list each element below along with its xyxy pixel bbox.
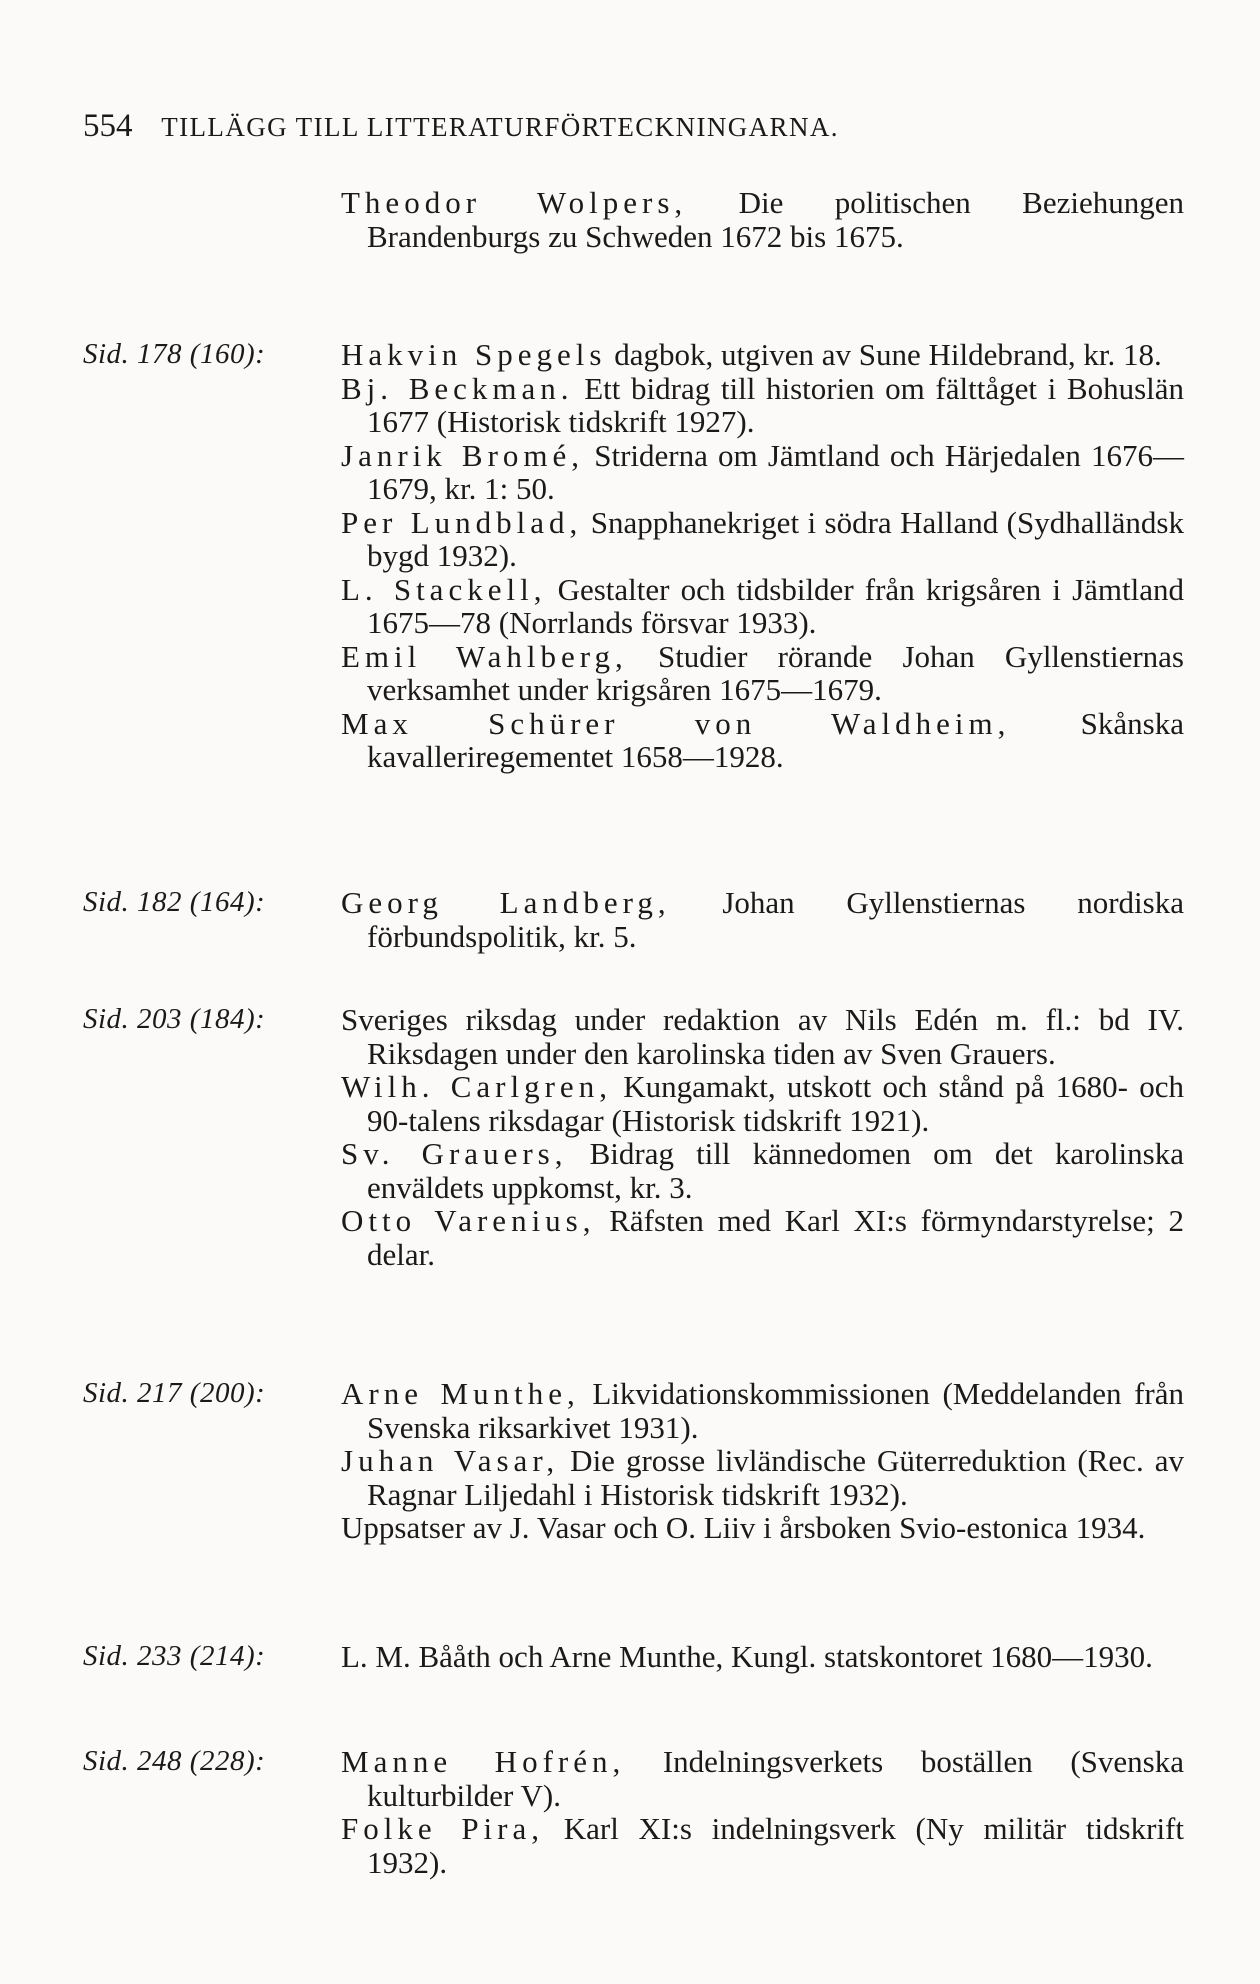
bibliography-entry <box>341 370 1185 439</box>
page-reference: Sid. 203 (184): <box>83 1003 266 1035</box>
bibliography-entry <box>341 1510 1184 1545</box>
page-reference: Sid. 178 (160): <box>83 338 266 370</box>
entry-text: Bidrag till kännedomen om det karolinska enväldets uppkomst, kr. 3. <box>367 1136 1184 1205</box>
bibliography-entry <box>341 1744 1184 1813</box>
entry-text: Ett bidrag till historien om fälttåget i Bohuslän 1677 (Historisk tidskrift 1927). <box>367 370 1185 439</box>
entries <box>0 1003 1260 1271</box>
bibliography-entry <box>341 1002 1184 1071</box>
author-name: Max Schürer von Waldheim, <box>341 705 1011 741</box>
page-reference: Sid. 217 (200): <box>83 1377 266 1409</box>
entry-text: Kungamakt, utskott och stånd på 1680- och 90-talens riksdagar (Historisk tidskrift 1921). <box>367 1069 1184 1138</box>
entries <box>0 186 1260 253</box>
author-name: L. Stackell, <box>341 571 547 607</box>
entry-text: Likvidationskommissionen (Meddelanden från Svenska riksarkivet 1931). <box>367 1376 1184 1445</box>
bibliography-entry <box>341 1443 1184 1512</box>
page-number: 554 <box>83 108 133 144</box>
entry-text: dagbok, utgiven av Sune Hildebrand, kr. 18. <box>606 337 1162 372</box>
entry-text: Skånska kavalleriregementet 1658—1928. <box>367 705 1184 774</box>
running-title: TILLÄGG TILL LITTERATURFÖRTECKNINGARNA. <box>161 112 839 142</box>
entry-text: Striderna om Jämtland och Härjedalen 1676—1679, kr. 1: 50. <box>367 437 1184 506</box>
bibliography-entry <box>341 1376 1184 1445</box>
author-name: Folke Pira, <box>341 1811 545 1846</box>
entries <box>0 1640 1260 1674</box>
author-name: Janrik Bromé, <box>341 437 585 473</box>
author-name: Manne Hofrén, <box>341 1744 626 1779</box>
author-name: Arne Munthe, <box>341 1376 580 1411</box>
entry-text: Sveriges riksdag under redaktion av Nils Edén m. fl.: bd IV. Riksdagen under den karolinska tiden av Sven Grauers. <box>341 1002 1184 1071</box>
author-name: Emil Wahlberg, <box>341 638 628 674</box>
running-header <box>83 108 1183 145</box>
page-reference: Sid. 248 (228): <box>83 1745 266 1777</box>
bibliography-entry <box>341 571 1185 640</box>
entries <box>0 886 1260 953</box>
bibliography-entry <box>341 1203 1184 1272</box>
author-name: Georg Landberg, <box>341 885 671 920</box>
bibliography-entry <box>341 1069 1184 1138</box>
author-name: Otto Varenius, <box>341 1203 596 1238</box>
bibliography-entry <box>341 504 1184 573</box>
entry-text: Uppsatser av J. Vasar och O. Liiv i årsboken Svio-estonica 1934. <box>341 1510 1146 1545</box>
author-name: Theodor Wolpers, <box>341 185 688 220</box>
author-name: Hakvin Spegels <box>341 337 607 372</box>
entry-text: L. M. Bååth och Arne Munthe, Kungl. statskontoret 1680—1930. <box>341 1639 1153 1674</box>
bibliography-entry <box>341 337 1184 372</box>
bibliography-entry <box>341 638 1185 707</box>
entries <box>0 338 1260 774</box>
entry-text: Karl XI:s indelningsverk (Ny militär tidskrift 1932). <box>367 1811 1184 1880</box>
entry-text: Studier rörande Johan Gyllenstiernas verksamhet under krigsåren 1675—1679. <box>367 638 1185 707</box>
entries <box>0 1377 1260 1545</box>
bibliography-entry <box>341 885 1184 954</box>
entries <box>0 1745 1260 1879</box>
bibliography-entry <box>341 185 1184 254</box>
entry-text: Räfsten med Karl XI:s förmyndarstyrelse; 2 delar. <box>367 1203 1184 1272</box>
bibliography-entry <box>341 1811 1184 1880</box>
bibliography-entry <box>341 705 1184 774</box>
bibliography-entry <box>341 437 1184 506</box>
entry-text: Snapphanekriget i södra Halland (Sydhalländsk bygd 1932). <box>367 504 1184 573</box>
author-name: Bj. Beckman. <box>341 370 574 406</box>
author-name: Wilh. Carlgren, <box>341 1069 612 1104</box>
author-name: Per Lundblad, <box>341 504 583 540</box>
page-reference: Sid. 233 (214): <box>83 1640 266 1672</box>
entry-text: Johan Gyllenstiernas nordiska förbundspolitik, kr. 5. <box>367 885 1184 954</box>
entry-text: Die grosse livländische Güterreduktion (Rec. av Ragnar Liljedahl i Historisk tidskrift 1932). <box>367 1443 1184 1512</box>
bibliography-entry <box>341 1639 1184 1674</box>
author-name: Sv. Grauers, <box>341 1136 568 1171</box>
entry-text: Indelningsverkets boställen (Svenska kulturbilder V). <box>367 1744 1184 1813</box>
entry-text: Die politischen Beziehungen Brandenburgs zu Schweden 1672 bis 1675. <box>367 185 1184 254</box>
author-name: Juhan Vasar, <box>341 1443 560 1478</box>
page-reference: Sid. 182 (164): <box>83 886 266 918</box>
entry-text: Gestalter och tidsbilder från krigsåren i Jämtland 1675—78 (Norrlands försvar 1933). <box>367 571 1185 640</box>
bibliography-entry <box>341 1136 1184 1205</box>
